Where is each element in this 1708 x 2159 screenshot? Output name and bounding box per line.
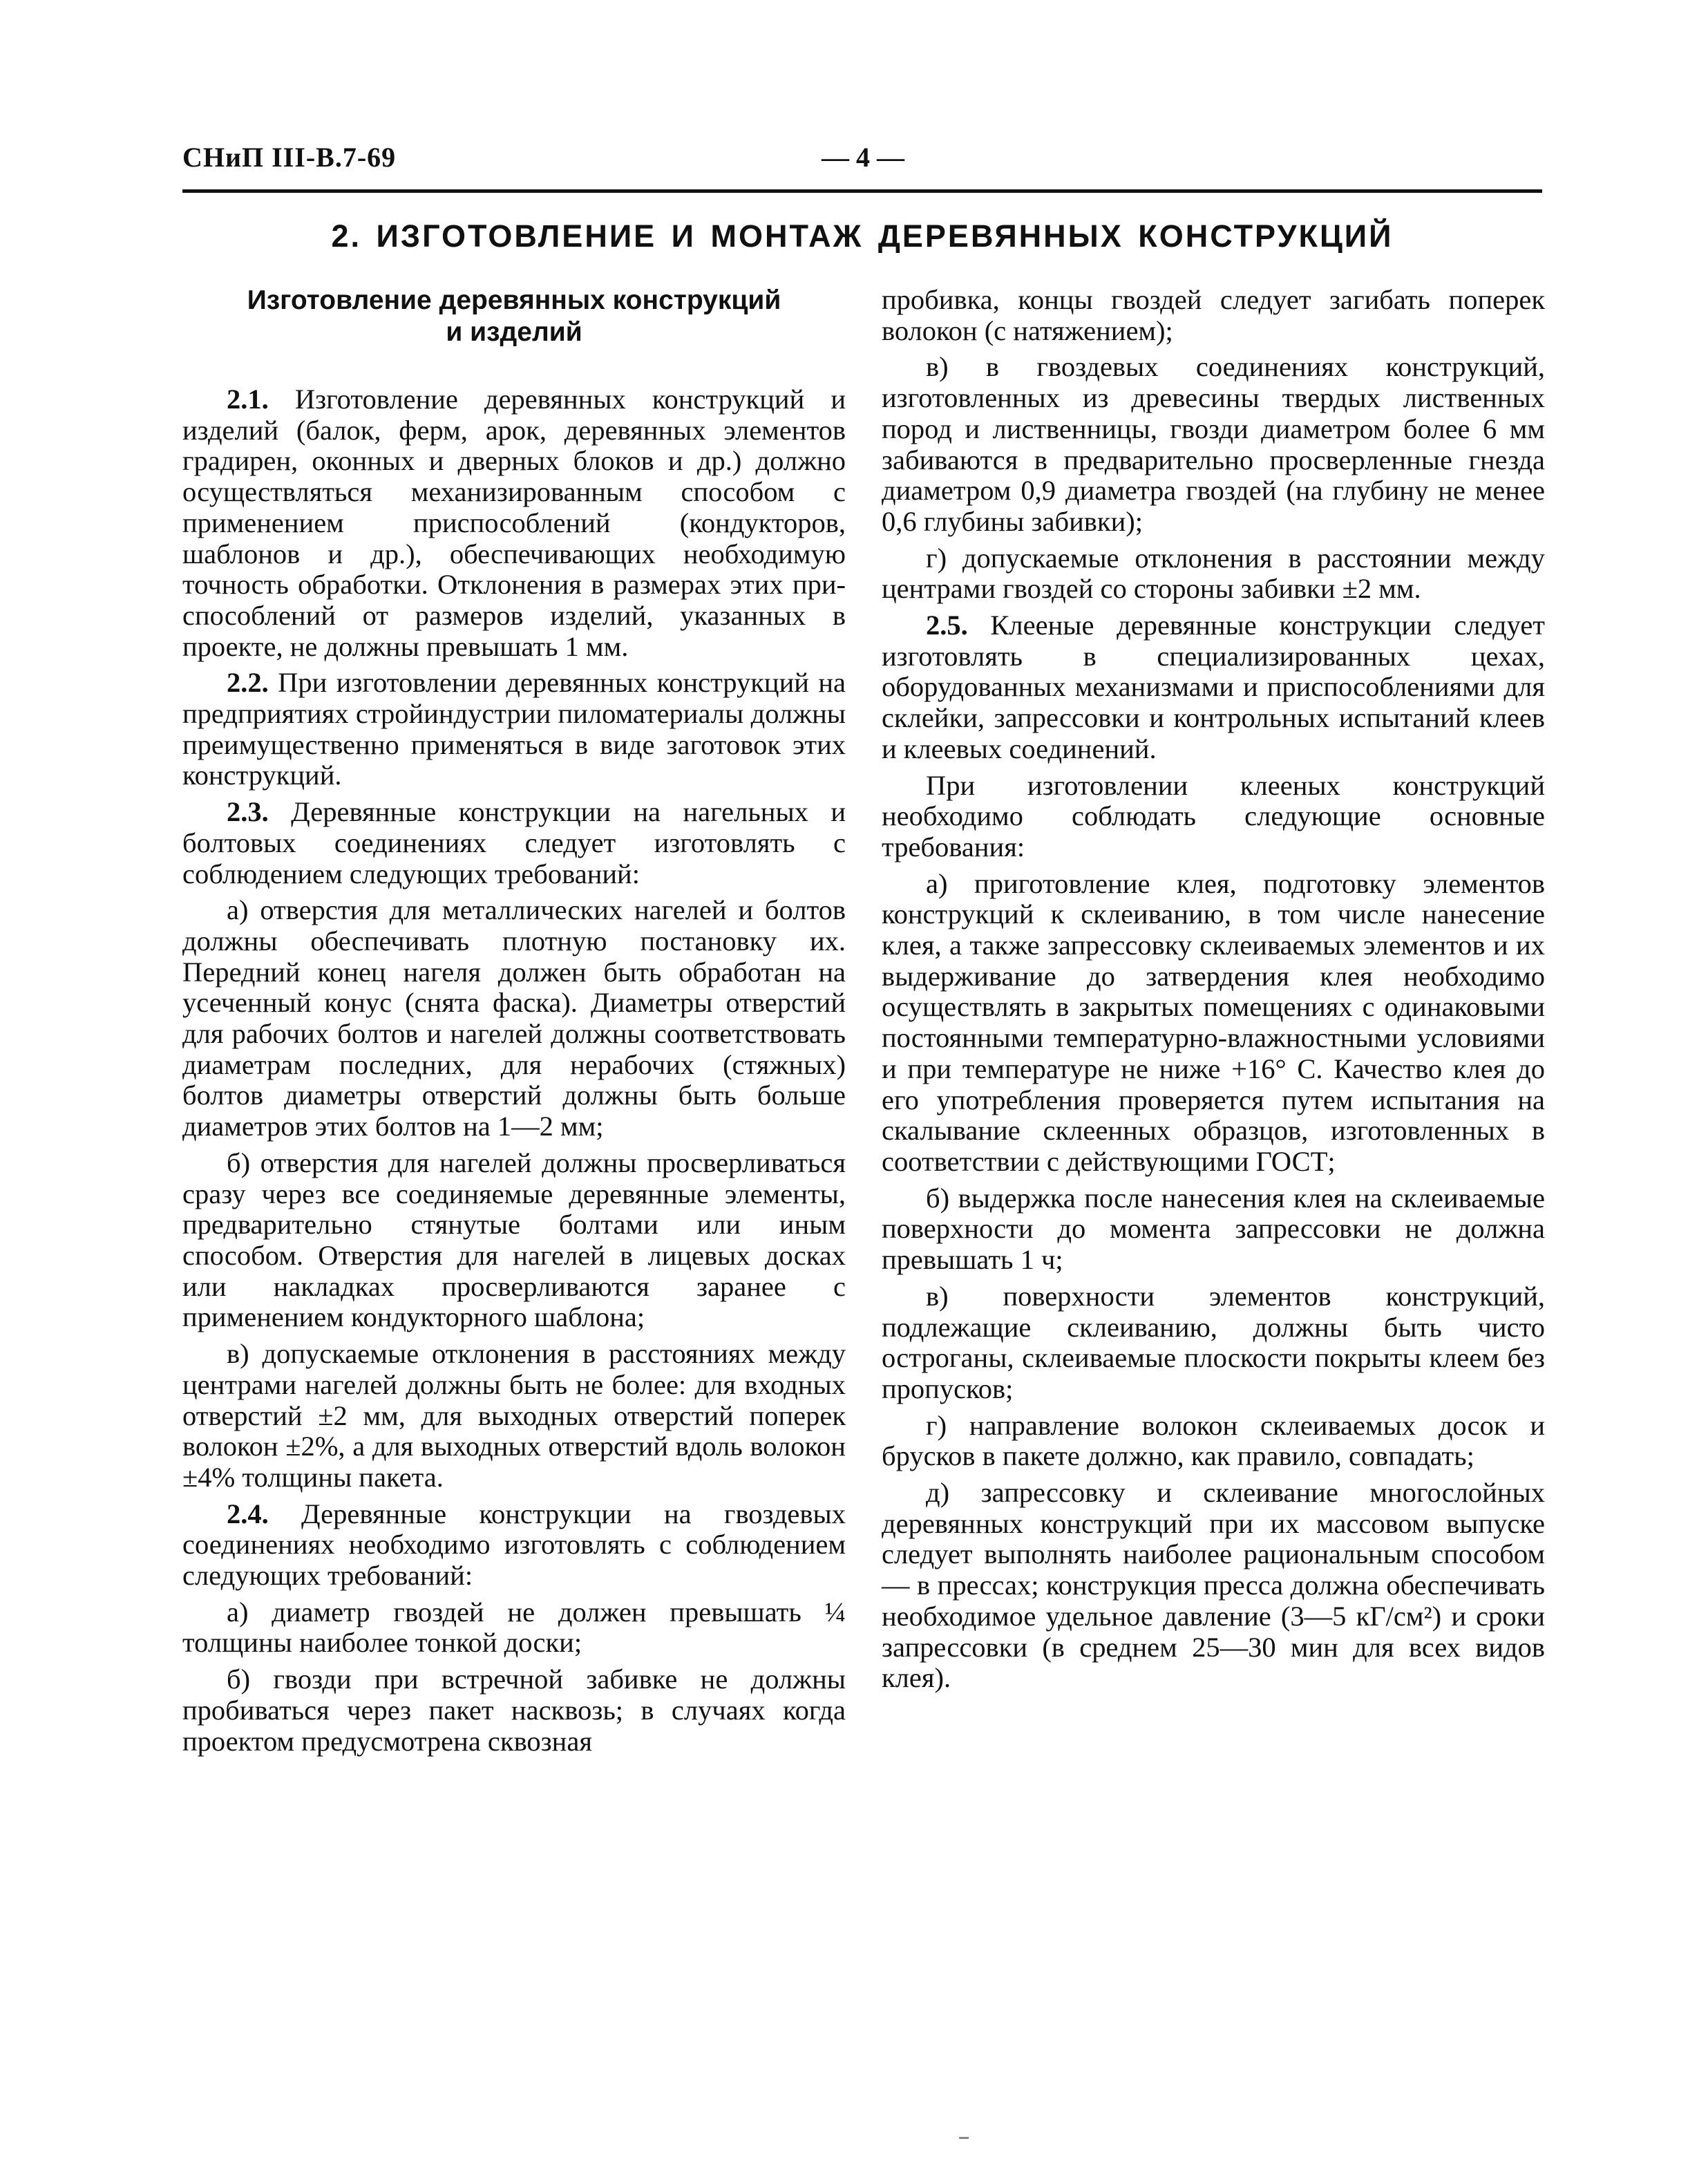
paragraph-text: Деревянные конструкции на гвоздевых соединениях необходимо изготовлять с соблюдением следующих требований: [182, 1498, 846, 1592]
list-item-2-4-b: б) гвозди при встречной забивке не должны пробиваться через пакет насквозь; в случаях когда проектом предусмотрена сквозная [182, 1663, 846, 1757]
left-column [182, 285, 846, 1762]
list-item-2-4-b-continued: пробивка, концы гвоздей следует загибать поперек волокон (с натяжением); [882, 284, 1545, 346]
scan-mark [959, 2137, 969, 2139]
paragraph-text: Изготовление деревянных конструкций и изделий (балок, ферм, арок, деревянных элементов градирен, оконных и дверных блоков и др.) должно осуществляться механизированным способом с применением приспособлений (кондукторов, шаблонов и др.), обеспечивающих необходимую точность обработки. Отклонения в размерах этих приспособлений от размеров изделий, указанных в проекте, не должны превышать 1 мм. [182, 384, 846, 662]
clause-number: 2.5. [926, 610, 968, 641]
paragraph-text: Клееные деревянные конструкции следует изготовлять в специализированных цехах, оборудованных механизмами и приспособлениями для склейки, запрессовки и контрольных испытаний клеев и клеевых соединений. [882, 610, 1545, 764]
paragraph-2-3 [182, 797, 846, 889]
paragraph-2-2 [182, 668, 846, 791]
paragraph-2-5 [882, 610, 1545, 765]
paragraph-text: При изготовлении деревянных конструкций на предприятиях стройиндустрии пиломатериалы должны преимущественно применяться в виде заготовок этих конструкций. [182, 667, 846, 791]
clause-number: 2.1. [227, 384, 269, 415]
list-item-2-5-d: г) направление волокон склеиваемых досок и брусков в пакете должно, как правило, совпадать; [882, 1409, 1545, 1472]
paragraph-2-1 [182, 384, 846, 662]
clause-number: 2.2. [227, 667, 269, 699]
list-item-2-4-c: в) в гвоздевых соединениях конструкций, изготовленных из древесины твердых лиственных пород и лиственницы, гвозди диаметром более 6 мм забиваются в предварительно просверленные гнезда диаметром 0,9 диаметра гвоздей (на глубину не менее 0,6 глубины забивки); [882, 351, 1545, 537]
list-item-2-5-c: в) поверхности элементов конструкций, подлежащие склеиванию, должны быть чисто остроганы, склеиваемые плоскости покрыты клеем без пропусков; [882, 1280, 1545, 1404]
page-header [182, 141, 1542, 193]
section-title: 2. ИЗГОТОВЛЕНИЕ И МОНТАЖ ДЕРЕВЯННЫХ КОНСТРУКЦИЙ [331, 218, 1394, 254]
clause-number: 2.3. [227, 796, 269, 828]
paragraph-requirements: При изготовлении клееных конструкций необходимо соблюдать следующие основные требования: [882, 769, 1545, 862]
paragraph-2-4 [182, 1499, 846, 1592]
list-item-2-4-a: а) диаметр гвоздей не должен превышать ¼ толщины наиболее тонкой доски; [182, 1596, 846, 1659]
list-item-2-5-e: д) запрессовку и склеивание многослойных деревянных конструкций при их массовом выпуске следует выполнять наиболее рациональным способом — в прессах; конструкция пресса должна обеспечивать необходимое удельное давление (3—5 кГ/см²) и сроки запрессовки (в среднем 25—30 мин для всех видов клея). [882, 1477, 1545, 1694]
right-column [882, 285, 1545, 1699]
subsection-heading: Изготовление деревянных конструкций и изделий [247, 285, 781, 347]
list-item-2-3-a: а) отверстия для металлических нагелей и болтов должны обеспечивать плотную постановку их. Передний конец нагеля должен быть обработан на усеченный конус (снята фаска). Диаметры отверстий для рабочих болтов и нагелей должны соответствовать диаметрам последних, для нерабочих (стяжных) болтов диаметры отверстий должны быть больше диаметров этих болтов на 1—2 мм; [182, 894, 846, 1142]
list-item-2-3-b: б) отверстия для нагелей должны просверливаться сразу через все соединяемые деревянные элементы, предварительно стянутые болтами или иным способом. Отверстия для нагелей в лицевых досках или накладках просверливаются заранее с применением кондукторного шаблона; [182, 1147, 846, 1333]
page-number: — 4 — [822, 142, 904, 173]
list-item-2-4-d: г) допускаемые отклонения в расстоянии между центрами гвоздей со стороны забивки ±2 мм. [882, 542, 1545, 605]
paragraph-text: Деревянные конструкции на нагельных и болтовых соединениях следует изготовлять с соблюдением следующих требований: [182, 796, 846, 889]
list-item-2-5-a: а) приготовление клея, подготовку элементов конструкций к склеиванию, в том числе нанесение клея, а также запрессовку склеиваемых элементов и их выдерживание до затвердения клея необходимо осуществлять в закрытых помещениях с одинаковыми постоянными температурно-влажностными условиями и при температуре не ниже +16° С. Качество клея до его употребления проверяется путем испытания на скалывание склеенных образцов, изготовленных в соответствии с действующими ГОСТ; [882, 867, 1545, 1177]
list-item-2-5-b: б) выдержка после нанесения клея на склеиваемые поверхности до момента запрессовки не должна превышать 1 ч; [882, 1182, 1545, 1276]
list-item-2-3-c: в) допускаемые отклонения в расстояниях между центрами нагелей должны быть не более: для входных отверстий ±2 мм, для выходных отверстий поперек волокон ±2%, а для выходных отверстий вдоль волокон ±4% толщины пакета. [182, 1338, 846, 1493]
document-code: СНиП III-В.7-69 [182, 142, 397, 173]
clause-number: 2.4. [227, 1498, 269, 1529]
